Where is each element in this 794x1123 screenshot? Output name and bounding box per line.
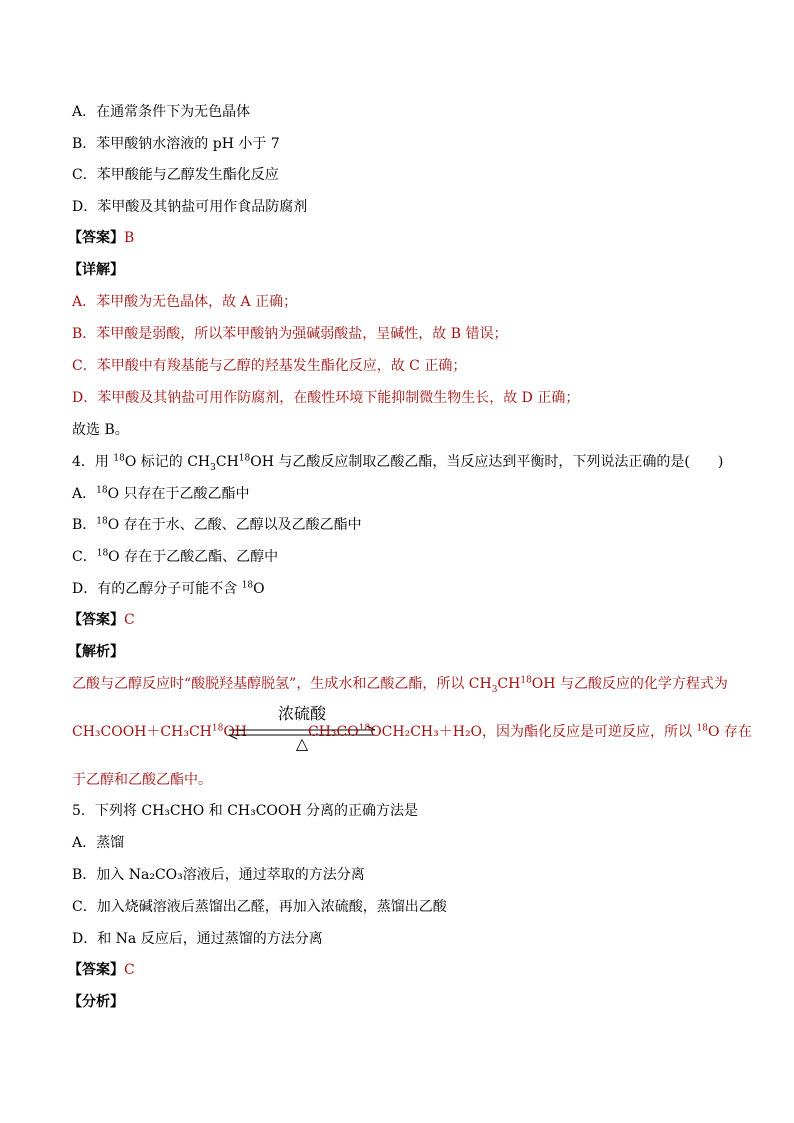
- answer-value: C: [124, 962, 135, 978]
- q4-analysis-text: 乙酸与乙醇反应时“酸脱羟基醇脱氢”，生成水和乙酸乙酯，所以 $CH_3CH^{18}OH$ 与乙酸反应的化学方程式为: [72, 675, 728, 695]
- q4-answer: [68, 610, 135, 630]
- q4-option-b: B．$^{18}$O 存在于水、乙酸、乙醇以及乙酸乙酯中: [72, 516, 362, 533]
- reaction-condition-heat: △: [295, 734, 309, 753]
- q5-option-a: A．蒸馏: [72, 835, 125, 851]
- q3-option-c: C．苯甲酸能与乙醇发生酯化反应: [72, 167, 279, 183]
- q3-option-d: D．苯甲酸及其钠盐可用作食品防腐剂: [72, 199, 308, 215]
- q5-option-c: C．加入烧碱溶液后蒸馏出乙醛，再加入浓硫酸，蒸馏出乙酸: [72, 899, 447, 915]
- q3-detail-label: 【详解】: [68, 262, 124, 278]
- q3-explanation-a: A．苯甲酸为无色晶体，故 A 正确；: [72, 294, 298, 310]
- answer-value: C: [124, 612, 135, 628]
- answer-label: 【答案】: [68, 962, 124, 978]
- q5-stem: 5．下列将 CH₃CHO 和 CH₃COOH 分离的正确方法是: [72, 803, 419, 819]
- q3-option-b: B．苯甲酸钠水溶液的 pH 小于 7: [72, 136, 280, 152]
- q4-analysis-end: 于乙醇和乙酸乙酯中。: [72, 772, 212, 788]
- q3-option-a: A．在通常条件下为无色晶体: [72, 104, 251, 120]
- q3-answer: [68, 228, 134, 248]
- answer-value: B: [124, 230, 135, 246]
- q5-analysis-label: 【分析】: [68, 994, 124, 1010]
- q3-conclusion: 故选 B。: [72, 422, 129, 438]
- q4-option-a: A．$^{18}$O 只存在于乙酸乙酯中: [72, 485, 250, 502]
- answer-label: 【答案】: [68, 230, 124, 246]
- q3-explanation-d: D．苯甲酸及其钠盐可用作防腐剂，在酸性环境下能抑制微生物生长，故 D 正确；: [72, 390, 580, 406]
- q4-equation-left: $CH_3COOH+CH_3CH^{18}OH$: [72, 723, 248, 740]
- q3-explanation-b: B．苯甲酸是弱酸，所以苯甲酸钠为强碱弱酸盐，呈碱性，故 B 错误；: [72, 326, 508, 342]
- answer-label: 【答案】: [68, 612, 124, 628]
- q5-option-d: D．和 Na 反应后，通过蒸馏的方法分离: [72, 931, 323, 947]
- q4-equation-right: $CH_3CO^{18}OCH_2CH_3+H_2O$，因为酯化反应是可逆反应，所以 $^{18}$O 存在: [308, 723, 752, 740]
- q4-analysis-label: 【解析】: [68, 644, 124, 660]
- q4-option-d: D．有的乙醇分子可能不含 $^{18}$O: [72, 580, 265, 597]
- reaction-condition-catalyst: 浓硫酸: [277, 704, 326, 723]
- q4-option-c: C．$^{18}$O 存在于乙酸乙酯、乙醇中: [72, 548, 279, 565]
- q5-answer: [68, 960, 135, 980]
- q4-stem: 4．用 $^{18}$O 标记的 $CH_3CH^{18}OH$ 与乙酸反应制取乙酸乙酯，当反应达到平衡时，下列说法正确的是( ): [72, 453, 724, 473]
- q5-option-b: B．加入 Na₂CO₃溶液后，通过萃取的方法分离: [72, 867, 365, 883]
- q3-explanation-c: C．苯甲酸中有羧基能与乙醇的羟基发生酯化反应，故 C 正确；: [72, 358, 467, 374]
